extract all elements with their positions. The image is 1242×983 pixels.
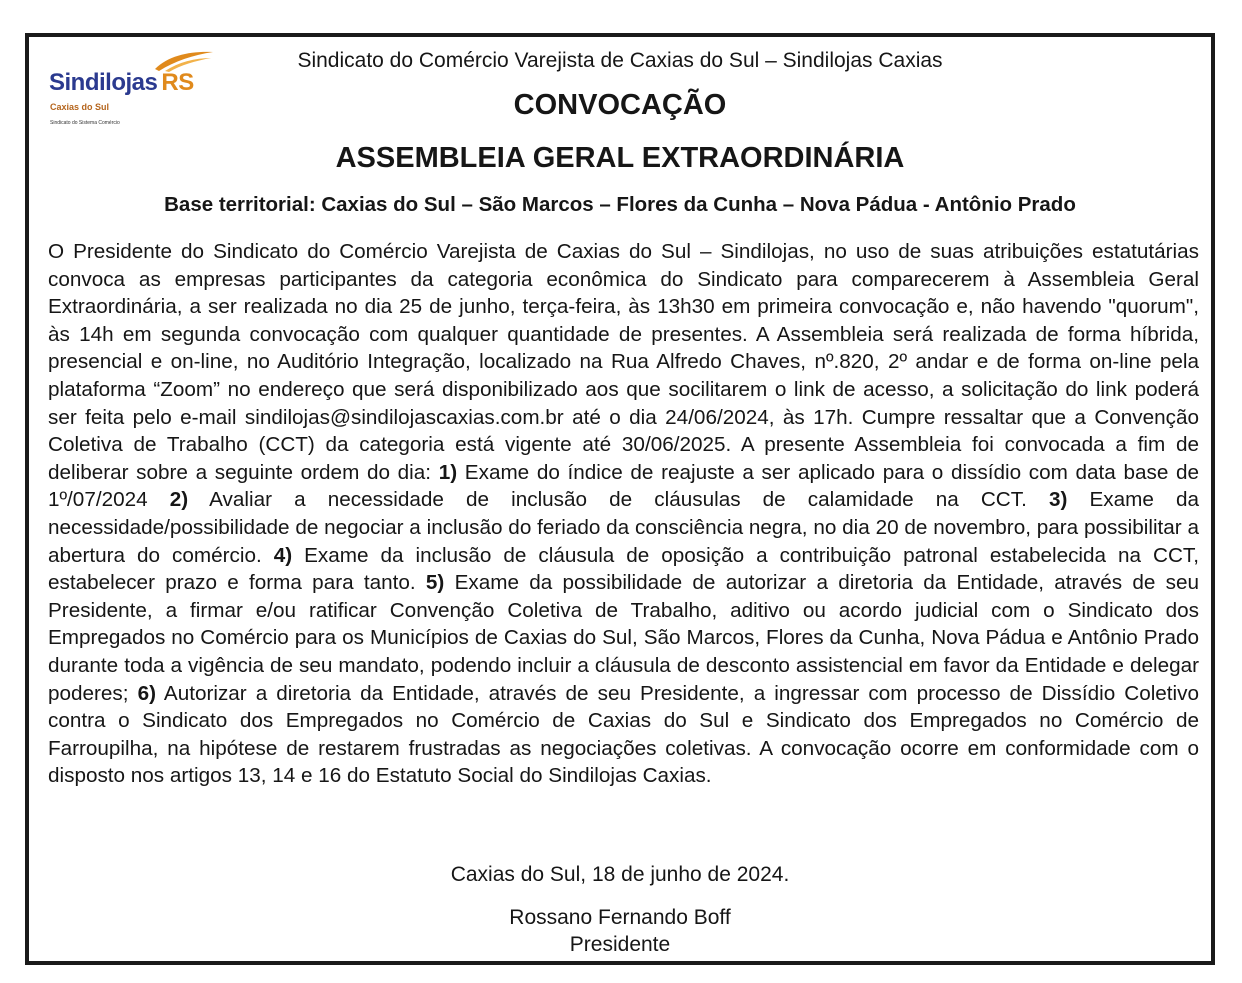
agenda-item-number: 3) [1048, 488, 1068, 512]
organization-name: Sindicato do Comércio Varejista de Caxias do Sul – Sindilojas Caxias [297, 49, 943, 72]
agenda-item-number: 6) [137, 681, 156, 705]
logo-brand-suffix: RS [161, 69, 194, 96]
agenda-item-text: Exame da inclusão de cláusula de oposição a contribuição patronal estabelecida na CCT, estabelecer prazo e forma para tanto. [48, 543, 1200, 595]
logo-brand: Sindilojas [49, 69, 158, 96]
place-date: Caxias do Sul, 18 de junho de 2024. [450, 863, 790, 886]
agenda-item-text: Avaliar a necessidade de inclusão de cláusulas de calamidade na CCT. [209, 488, 1027, 512]
logo-tagline: Sindicato do Sistema Comércio [50, 120, 120, 126]
logo-subtitle: Caxias do Sul [50, 102, 110, 112]
body-closing: A convocação ocorre em conformidade com o disposto nos artigos 13, 14 e 16 do Estatuto Social do Sindilojas Caxias. [48, 736, 1199, 788]
agenda-item-text: Exame da possibilidade de autorizar a diretoria da Entidade, através de seu Presidente, a firmar e/ou ratificar Convenção Coletiva de Trabalho, aditivo ou acordo judicial com o Sindicato dos Empregados no Comércio para os Municípios de Caxias do Sul, São Marcos, Flores da Cunha, Nova Pádua e Antônio Prado durante toda a vigência de seu mandato, podendo incluir a cláusula de desconto assistencial em favor da Entidade e delegar poderes; [48, 571, 1199, 705]
agenda-item-number: 4) [273, 543, 293, 567]
notice-subtitle: ASSEMBLEIA GERAL EXTRAORDINÁRIA [335, 142, 905, 174]
agenda-item-text: Autorizar a diretoria da Entidade, através de seu Presidente, a ingressar com processo de Dissídio Coletivo contra o Sindicato dos Empregados no Comércio de Caxias do Sul e Sindicato dos Empregados no Comércio de Farroupilha, na hipótese de restarem frustradas as negociações coletivas. [48, 681, 1200, 760]
base-territorial: Base territorial: Caxias do Sul – São Marcos – Flores da Cunha – Nova Pádua - Antônio Prado [164, 193, 1076, 216]
agenda-item-text: Exame do índice de reajuste a ser aplicado para o dissídio com data base de 1º/07/2024 [48, 460, 1200, 512]
agenda-item-number: 5) [425, 571, 445, 595]
agenda-item-number: 2) [169, 488, 189, 512]
body-intro: O Presidente do Sindicato do Comércio Varejista de Caxias do Sul – Sindilojas, no uso de suas atribuições estatutárias convoca as empresas participantes da categoria econômica do Sindicato para comparecerem à Assembleia Geral Extraordinária, a ser realizada no dia 25 de junho, terça-feira, às 13h30 em primeira convocação e, não havendo "quorum", às 14h em segunda convocação com qualquer quantidade de presentes. A Assembleia será realizada de forma híbrida, presencial e on-line, no Auditório Integração, localizado na Rua Alfredo Chaves, nº.820, 2º andar e de forma on-line pela plataforma “Zoom” no endereço que será disponibilizado aos que socilitarem o link de acesso, a solicitação do link poderá ser feita pelo e-mail sindilojas@sindilojascaxias.com.br até o dia 24/06/2024, às 17h. Cumpre ressaltar que a Convenção Coletiva de Trabalho (CCT) da categoria está vigente até 30/06/2025. A presente Assembleia foi convocada a fim de deliberar sobre a seguinte ordem do dia: [48, 240, 1199, 484]
signer-role: Presidente [569, 933, 671, 956]
notice-title: CONVOCAÇÃO [513, 89, 727, 121]
agenda-item-text: Exame da necessidade/possibilidade de negociar a inclusão do feriado da consciência negra, no dia 20 de novembro, para possibilitar a abertura do comércio. [48, 488, 1200, 567]
notice-frame [25, 33, 1215, 965]
agenda-item-number: 1) [438, 460, 458, 484]
signer-name: Rossano Fernando Boff [509, 906, 731, 929]
notice-body [48, 238, 1199, 790]
